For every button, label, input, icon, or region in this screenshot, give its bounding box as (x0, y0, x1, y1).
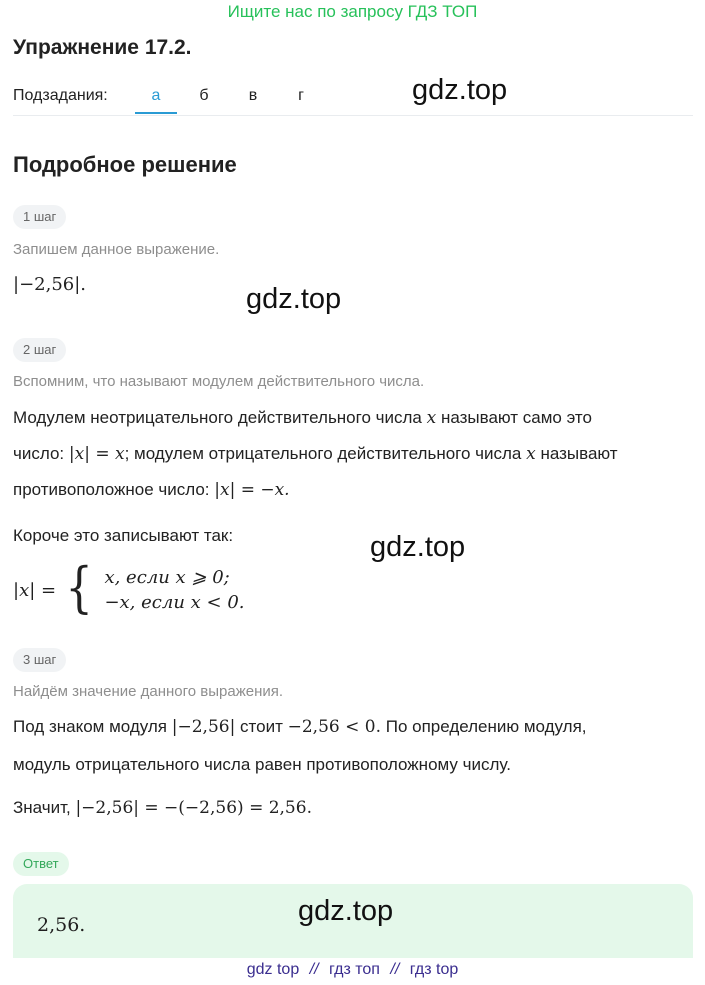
footer-link-2[interactable]: гдз топ (329, 961, 380, 978)
answer-value: 2,56. (37, 914, 86, 936)
tab-a[interactable]: а (151, 87, 161, 104)
tab-b[interactable]: б (199, 87, 209, 104)
watermark: gdz.top (370, 531, 466, 563)
step-2-line-3 (13, 480, 290, 500)
text: называют (540, 444, 618, 463)
step-1-expression: |−2,56|. (13, 274, 87, 295)
step-3-hint: Найдём значение данного выражения. (13, 683, 284, 700)
step-3-badge: 3 шаг (13, 648, 66, 672)
section-title: Подробное решение (13, 152, 237, 177)
math-result: |−2,56| = −(−2,56) = 2,56. (75, 798, 312, 818)
step-2-hint: Вспомним, что называют модулем действительного числа. (13, 373, 425, 390)
text: Модулем неотрицательного действительного числа (13, 408, 422, 427)
math-abs-expr: |−2,56| (171, 717, 236, 737)
tab-v[interactable]: в (248, 87, 258, 104)
text: ; модулем отрицательного действительного числа (124, 444, 522, 463)
text: Под знаком модуля (13, 717, 168, 736)
watermark: gdz.top (412, 74, 508, 106)
watermark: gdz.top (298, 895, 394, 927)
step-2-shorter: Короче это записывают так: (13, 526, 234, 545)
cases-lhs: |x| = (13, 579, 57, 601)
step-1-hint: Запишем данное выражение. (13, 241, 220, 258)
cases-formula (13, 556, 245, 620)
step-3-line-1 (13, 717, 587, 737)
text: стоит (240, 717, 283, 736)
tab-g[interactable]: г (298, 87, 304, 104)
text: По определению модуля, (385, 717, 587, 736)
text: Значит, (13, 798, 71, 817)
case-negative: −x, если x < 0. (104, 592, 245, 613)
variable-x: x (526, 444, 536, 464)
case-nonnegative: x, если x ⩾ 0; (104, 567, 230, 588)
step-2-line-1 (13, 408, 592, 428)
step-2-line-2 (13, 444, 618, 464)
footer-link-1[interactable]: gdz top (246, 961, 300, 978)
step-2-badge: 2 шаг (13, 338, 66, 362)
footer-links (0, 961, 705, 979)
text: называют само это (440, 408, 592, 427)
text: число: (13, 444, 65, 463)
exercise-title: Упражнение 17.2. (13, 36, 192, 59)
step-1-badge: 1 шаг (13, 205, 66, 229)
cases-list (104, 567, 244, 613)
search-banner: Ищите нас по запросу ГДЗ ТОП (227, 2, 478, 21)
subtasks-label: Подзадания: (13, 87, 108, 104)
math-abs-x-eq-neg-x: |x| = −x. (214, 480, 290, 500)
step-3-line-2: модуль отрицательного числа равен противоположному числу. (13, 755, 511, 774)
footer-link-3[interactable]: гдз top (409, 961, 459, 978)
left-brace: { (65, 556, 94, 619)
math-inequality: −2,56 < 0. (287, 717, 381, 737)
variable-x: x (426, 408, 437, 428)
active-tab-indicator (135, 112, 177, 114)
step-3-line-3 (13, 798, 312, 818)
watermark: gdz.top (246, 283, 342, 315)
tabs-divider (13, 115, 693, 116)
math-abs-x-eq-x: |x| = x (68, 444, 125, 464)
text: противоположное число: (13, 480, 210, 499)
answer-badge: Ответ (13, 852, 69, 876)
footer-separator: // (309, 961, 319, 978)
footer-separator: // (390, 961, 400, 978)
